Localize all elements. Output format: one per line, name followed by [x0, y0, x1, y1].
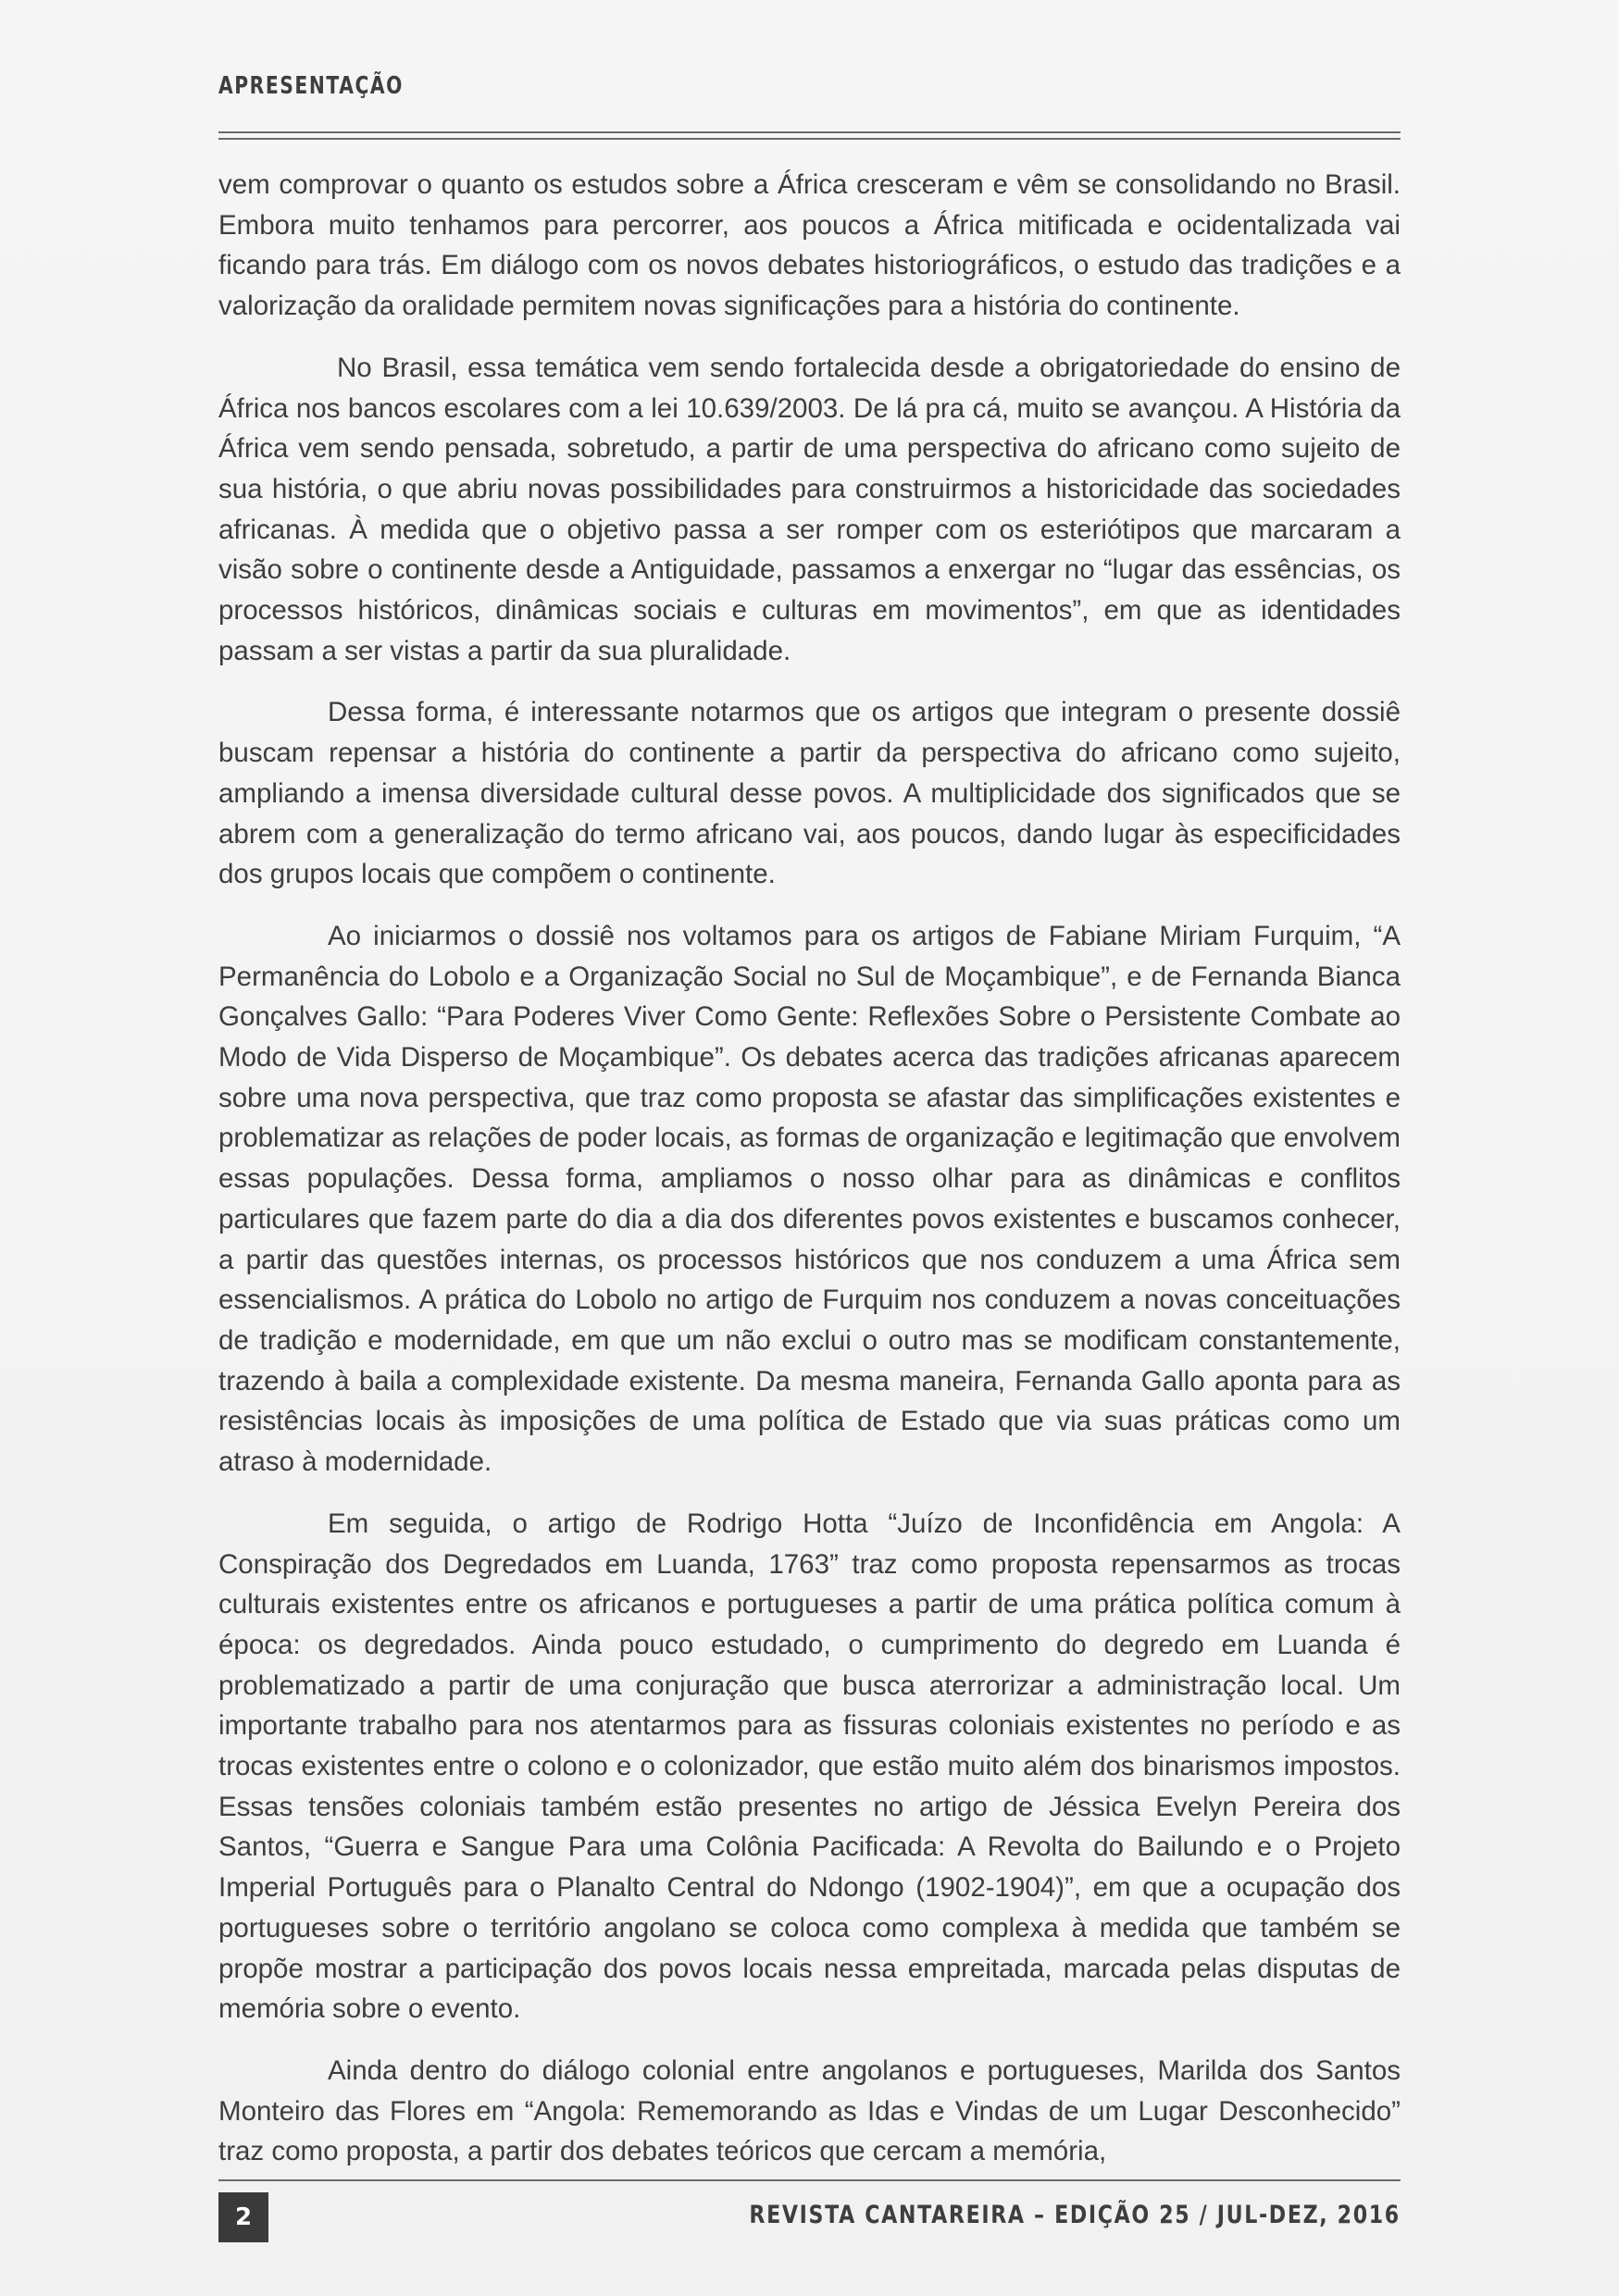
running-head-section-title: APRESENTAÇÃO	[218, 72, 404, 100]
paragraph: Dessa forma, é interessante notarmos que os artigos que integram o presente dossiê buscam repensar a história do continente a partir da perspectiva do africano como sujeito, ampliando a imensa diversidade cultural desse povos. A multiplicidade dos significados que se abrem com a generalização do termo africano vai, aos poucos, dando lugar às especificidades dos grupos locais que compõem o continente.	[218, 697, 1401, 890]
page-number: 2	[218, 2192, 268, 2242]
paragraph: vem comprovar o quanto os estudos sobre a África cresceram e vêm se consolidando no Brasil. Embora muito tenhamos para percorrer, aos poucos a África mitificada e ocidentalizada vai ficando para trás. Em diálogo com os novos debates historiográficos, o estudo das tradições e a valorização da oralidade permitem novas significações para a história do continente.	[218, 169, 1401, 322]
journal-footer: REVISTA CANTAREIRA – EDIÇÃO 25 / JUL-DEZ, 2016	[749, 2201, 1401, 2229]
paragraph: Ao iniciarmos o dossiê nos voltamos para os artigos de Fabiane Miriam Furquim, “A Permanência do Lobolo e a Organização Social no Sul de Moçambique”, e de Fernanda Bianca Gonçalves Gallo: “Para Poderes Viver Como Gente: Reflexões Sobre o Persistente Combate ao Modo de Vida Disperso de Moçambique”. Os debates acerca das tradições africanas aparecem sobre uma nova perspectiva, que traz como proposta se afastar das simplificações existentes e problematizar as relações de poder locais, as formas de organização e legitimação que envolvem essas populações. Dessa forma, ampliamos o nosso olhar para as dinâmicas e conflitos particulares que fazem parte do dia a dia dos diferentes povos existentes e buscamos conhecer, a partir das questões internas, os processos históricos que nos conduzem a uma África sem essencialismos. A prática do Lobolo no artigo de Furquim nos conduzem a novas conceituações de tradição e modernidade, em que um não exclui o outro mas se modificam constantemente, trazendo à baila a complexidade existente. Da mesma maneira, Fernanda Gallo aponta para as resistências locais às imposições de uma política de Estado que via suas práticas como um atraso à modernidade.	[218, 920, 1401, 1478]
footer-rule	[218, 2179, 1401, 2181]
paragraph: Ainda dentro do diálogo colonial entre angolanos e portugueses, Marilda dos Santos Monteiro das Flores em “Angola: Rememorando as Idas e Vindas de um Lugar Desconhecido” traz como proposta, a partir dos debates teóricos que cercam a memória,	[218, 2054, 1401, 2167]
paragraph: Em seguida, o artigo de Rodrigo Hotta “Juízo de Inconfidência em Angola: A Conspiração dos Degredados em Luanda, 1763” traz como proposta repensarmos as trocas culturais existentes entre os africanos e portugueses a partir de uma prática política comum à época: os degredados. Ainda pouco estudado, o cumprimento do degredo em Luanda é problematizado a partir de uma conjuração que busca aterrorizar a administração local. Um importante trabalho para nos atentarmos para as fissuras coloniais existentes no período e as trocas existentes entre o colono e o colonizador, que estão muito além dos binarismos impostos. Essas tensões coloniais também estão presentes no artigo de Jéssica Evelyn Pereira dos Santos, “Guerra e Sangue Para uma Colônia Pacificada: A Revolta do Bailundo e o Projeto Imperial Português para o Planalto Central do Ndongo (1902-1904)”, em que a ocupação dos portugueses sobre o território angolano se coloca como complexa à medida que também se propõe mostrar a participação dos povos locais nessa empreitada, marcada pelas disputas de memória sobre o evento.	[218, 1508, 1401, 2025]
header-rule-top	[218, 131, 1401, 133]
body-text	[218, 165, 1401, 2193]
paragraph: No Brasil, essa temática vem sendo fortalecida desde a obrigatoriedade do ensino de África nos bancos escolares com a lei 10.639/2003. De lá pra cá, muito se avançou. A História da África vem sendo pensada, sobretudo, a partir de uma perspectiva do africano como sujeito de sua história, o que abriu novas possibilidades para construirmos a historicidade das sociedades africanas. À medida que o objetivo passa a ser romper com os esteriótipos que marcaram a visão sobre o continente desde a Antiguidade, passamos a enxergar no “lugar das essências, os processos históricos, dinâmicas sociais e culturas em movimentos”, em que as identidades passam a ser vistas a partir da sua pluralidade.	[218, 352, 1401, 666]
header-rule-bottom	[218, 138, 1401, 140]
